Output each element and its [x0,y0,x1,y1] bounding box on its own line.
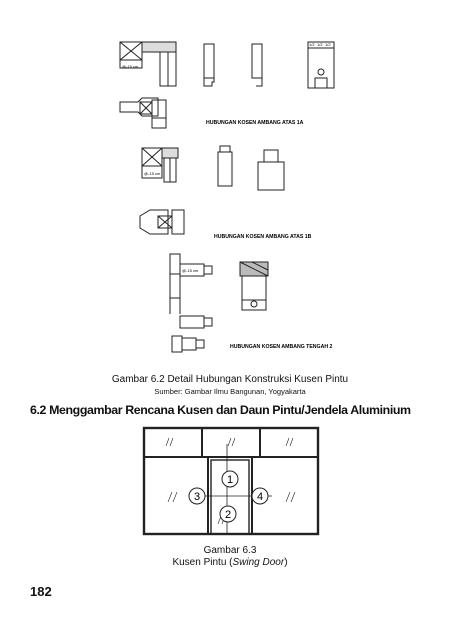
caption-italic: Swing Door [232,557,285,568]
dim-label: @-15 cm [122,64,139,69]
figure-62-source: Sumber: Gambar Ilmu Bangunan, Yogyakarta [154,387,306,396]
caption-suffix: ) [284,557,288,568]
kusen-detail-drawing [112,38,344,368]
label-ambang-atas-1b: HUBUNGAN KOSEN AMBANG ATAS 1B [214,234,312,240]
marker-1: 1 [226,474,234,486]
marker-3: 3 [193,491,201,503]
page-number: 182 [30,584,52,599]
figure-63-caption-title [130,557,330,568]
label-ambang-tengah-2: HUBUNGAN KOSEN AMBANG TENGAH 2 [230,344,333,350]
top-dim-a: 1/2 [309,42,315,47]
caption-prefix: Kusen Pintu ( [172,557,233,568]
section-heading: 6.2 Menggambar Rencana Kusen dan Daun Pintu/Jendela Aluminium [30,403,411,417]
label-ambang-atas-1a: HUBUNGAN KOSEN AMBANG ATAS 1A [206,120,304,126]
section-elevation-2 [240,262,268,310]
marker-4: 4 [256,491,264,503]
top-dim-c: 1/2 [325,42,331,47]
profile-elevations-1b [218,146,284,190]
dim-label-1b: @-15 cm [144,171,161,176]
swing-door-drawing [140,424,322,538]
corner-plan-1b [142,148,178,182]
figure-62-caption: Gambar 6.2 Detail Hubungan Konstruksi Kusen Pintu [111,374,349,385]
top-dim-b: 1/2 [317,42,323,47]
plan-detail-1a [120,98,166,128]
plan-detail-1b [140,210,184,234]
dim-label-2: @-15 cm [182,268,199,273]
profile-elevations-1a [204,42,334,88]
marker-2: 2 [224,509,232,521]
figure-63-caption-number: Gambar 6.3 [203,545,257,556]
